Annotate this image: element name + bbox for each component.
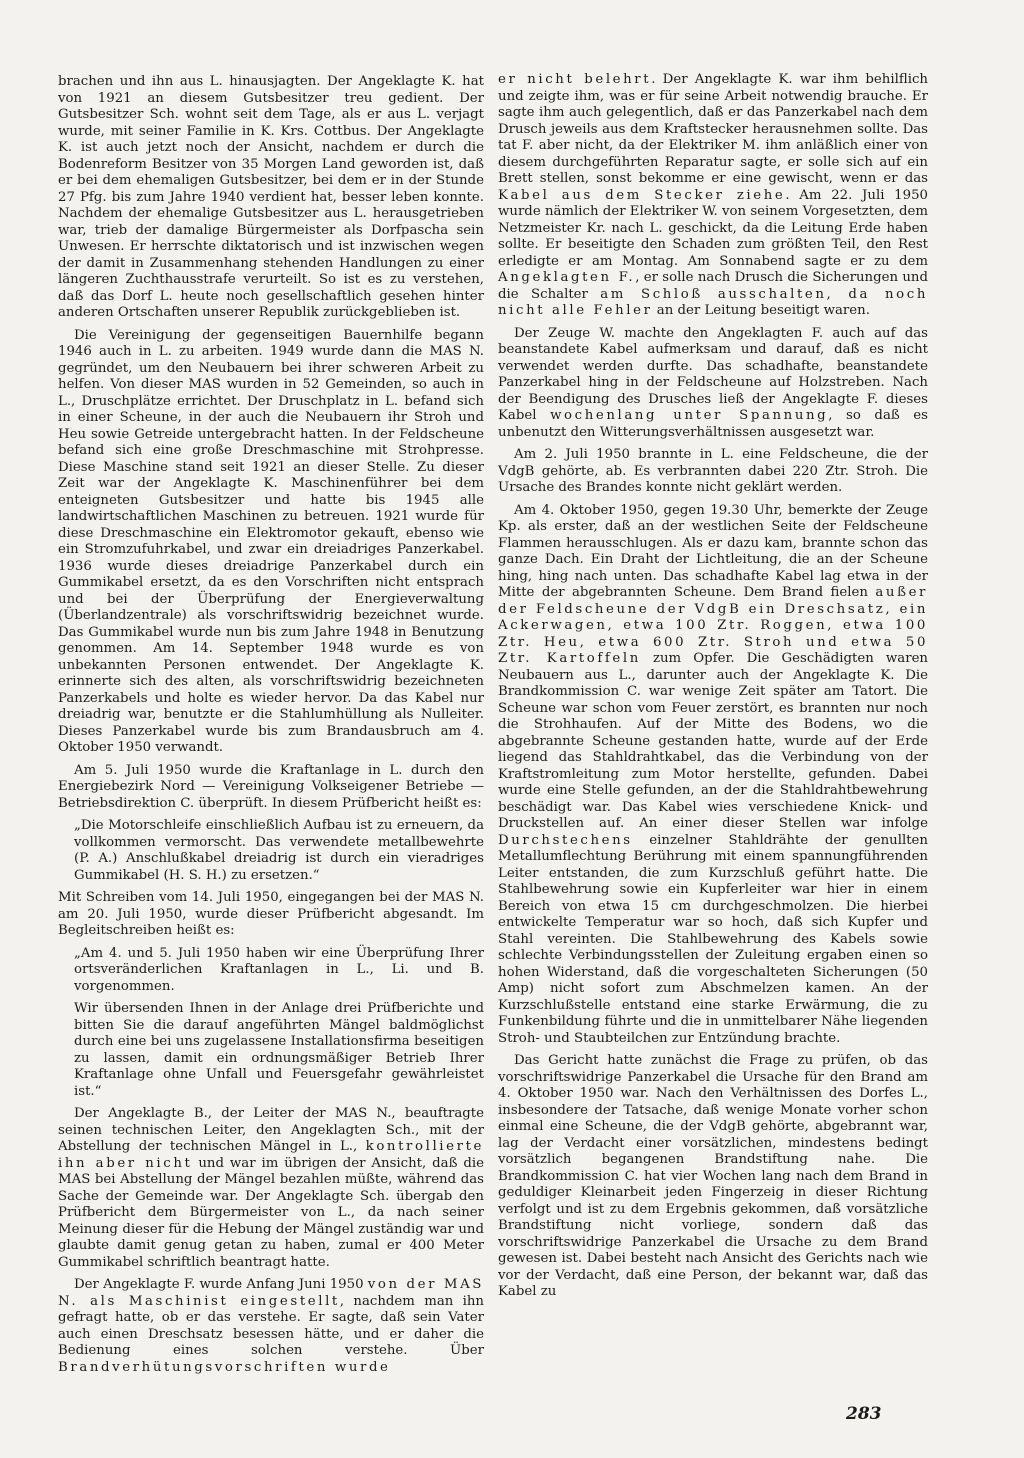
spaced-text: wochenlang unter Spannung	[550, 408, 829, 423]
spaced-text: Brandverhütungsvorschriften wurde	[58, 1359, 391, 1375]
text-run: . Der Angeklagte K. war ihm behilflich und zeigte ihm, was er für seine Arbeit notwendig brauche. Er sagte ihm auch gelegentlich, daß er das Panzerkabel nach dem Drusch jeweils aus dem Kraftstecker herausnehmen sollte. Das tat F. aber nicht, da der Elektriker M. ihm anläßlich einer von diesem durchgeführten Reparatur sagte, er solle sich auf ein Brett stellen, sonst bekomme er eine gewischt, wenn er das	[498, 72, 928, 186]
spaced-text: außer der Feldscheune der VdgB ein Dreschsatz, ein Ackerwagen, etwa 100 Ztr. Roggen, etwa 100 Ztr. Heu, etwa 600 Ztr. Stroh und etwa 50 Ztr. Kartoffeln	[498, 585, 928, 666]
paragraph: Die Vereinigung der gegenseitigen Bauernhilfe begann 1946 auch in L. zu arbeiten. 1949 wurde dann die MAS N. gegründet, um den Neubauern bei ihrer schweren Arbeit zu helfen. Von dieser MAS wurden in 52 Gemeinden, so auch in L., Druschplätze errichtet. Der Druschplatz in L. befand sich in einer Scheune, in der auch die Neubauern ihr Stroh und Heu sowie Getreide untergebracht hatten. In der Feldscheune befand sich eine große Dreschmaschine mit Strohpresse. Diese Maschine stand seit 1921 an dieser Stelle. Zu dieser Zeit war der Angeklagte K. Maschinenführer bei dem enteigneten Gutsbesitzer und hatte bis 1945 alle landwirtschaftlichen Maschinen zu betreuen. 1921 wurde für diese Dreschmaschine ein Elektromotor gekauft, ebenso wie ein Stromzufuhrkabel, und zwar ein dreiadriges Panzerkabel. 1936 wurde dieses dreiadrige Panzerkabel durch ein Gummikabel ersetzt, da es den Vorschriften nicht entsprach und bei der Überprüfung der Energieverwaltung (Überlandzentrale) als vorschriftswidrig bezeichnet wurde. Das Gummikabel wurde nun bis zum Jahre 1948 in Benutzung genommen. Am 14. September 1948 wurde es von unbekannten Personen entwendet. Der Angeklagte K. erinnerte sich des alten, als vorschriftswidrig bezeichneten Panzerkabels und holte es wieder hervor. Da das Kabel nur dreiadrig war, benutzte er die Stahlumhüllung als Nulleiter. Dieses Panzerkabel wurde bis zum Brandausbruch am 4. Oktober 1950 verwandt.	[58, 327, 484, 755]
text-run: Der Zeuge W. machte den Angeklagten F. auch auf das beanstandete Kabel aufmerksam und darauf, daß es nicht verwendet werden durfte. Das schadhafte, beanstandete Panzerkabel hing in der Feldscheune auf Holzstreben. Nach der Beendigung des Drusches ließ der Angeklagte F. dieses Kabel	[498, 325, 928, 423]
spaced-text: Kabel aus dem Stecker ziehe	[498, 187, 786, 203]
quote: „Am 4. und 5. Juli 1950 haben wir eine Überprüfung Ihrer ortsveränderlichen Kraftanlagen in L., Li. und B. vorgenommen.	[74, 945, 484, 994]
paragraph	[498, 503, 928, 1048]
spaced-text: Durchstechens	[498, 832, 633, 848]
text-run: zum Opfer. Die Geschädigten waren Neubauern aus L., darunter auch der Angeklagte K. Die Brandkommission C. war wenige Zeit später am Tatort. Die Scheune war schon vom Feuer zerstört, es brannten nur noch die Strohhaufen. Auf der Mitte des Bodens, wo die abgebrannte Scheune gestanden hatte, wurde auf der Erde liegend das Stahldrahtkabel, das die Verbindung von der Kraftstromleitung zum Motor herstellte, gefunden. Dabei wurde eine Stelle gefunden, an der die Stahldrahtbewehrung beschädigt war. Das Kabel wies verschiedene Knick- und Druckstellen auf. An einer dieser Stellen war infolge	[498, 651, 928, 831]
paragraph: Das Gericht hatte zunächst die Frage zu prüfen, ob das vorschriftswidrige Panzerkabel die Ursache für den Brand am 4. Oktober 1950 war. Nach den Verhältnissen des Dorfes L., insbesondere der Tatsache, daß wenige Monate vorher schon einmal eine Scheune, die der VdgB gehörte, abgebrannt war, lag der Verdacht einer vorsätzlichen, mindestens bedingt vorsätzlich begangenen Brandstiftung nahe. Die Brandkommission C. hat vier Wochen lang nach dem Brand in geduldiger Kleinarbeit jeden Fingerzeig in dieser Richtung verfolgt und ist zu dem Ergebnis gekommen, daß vorsätzliche Brandstiftung nicht vorliege, sondern daß das vorschriftswidrige Panzerkabel die Ursache zu dem Brand gewesen ist. Dabei besteht nach Ansicht des Gerichts nach wie vor der Verdacht, daß eine Person, der bekannt war, daß das Kabel zu	[498, 1053, 928, 1299]
spaced-text: er nicht belehrt	[498, 72, 652, 87]
spaced-text: am Schloß ausschalten, da noch nicht alle Fehler	[498, 286, 928, 318]
paragraph	[58, 1277, 484, 1376]
paragraph	[58, 1106, 484, 1271]
right-column	[498, 72, 928, 1307]
text-run: an der Leitung beseitigt waren.	[652, 303, 870, 318]
spaced-text: kontrollierte ihn aber nicht	[58, 1139, 484, 1171]
paragraph	[498, 326, 928, 442]
paragraph: Am 2. Juli 1950 brannte in L. eine Feldscheune, die der VdgB gehörte, ab. Es verbrannten dabei 220 Ztr. Stroh. Die Ursache des Brandes konnte nicht geklärt werden.	[498, 447, 928, 495]
text-run: , nachdem man ihn gefragt hatte, ob er das verstehe. Er sagte, daß sein Vater auch einen Dreschsatz besessen hätte, und er daher die Bedienung eines solchen verstehe. Über	[58, 1293, 484, 1358]
paragraph: Am 5. Juli 1950 wurde die Kraftanlage in L. durch den Energiebezirk Nord — Vereinigung Volkseigener Betriebe — Betriebsdirektion C. überprüft. In diesem Prüfbericht heißt es:	[58, 762, 484, 811]
left-column	[58, 74, 484, 1382]
text-run: einzelner Stahldrähte der genullten Metallumflechtung Berührung mit einem spannungführenden Leiter entstanden, die zum Kurzschluß geführt hatte. Die Stahlbewehrung sowie ein Kupferleiter war hier in einem Bereich von etwa 15 cm durchgeschmolzen. Die hierbei entwickelte Temperatur war so hoch, daß sich Kupfer und Stahl vereinten. Die Stahlbewehrung des Kabels sowie schlechte Verbindungsstellen der Zuleitung ergaben einen so hohen Widerstand, daß die vorgeschalteten Sicherungen (50 Amp) nicht sofort zum Abschmelzen kamen. An der Kurzschlußstelle entstand eine starke Erwärmung, die zu Funkenbildung führte und die in unmittelbarer Nähe liegenden Stroh- und Staubteilchen zur Entzündung brachte.	[498, 832, 928, 1046]
text-run: , so daß es unbenutzt den Witterungsverhältnissen ausgesetzt war.	[498, 408, 928, 440]
spaced-text: von der MAS N. als Maschinist eingestellt	[58, 1277, 485, 1309]
paragraph: brachen und ihn aus L. hinausjagten. Der Angeklagte K. hat von 1921 an diesem Gutsbesitzer treu gedient. Der Gutsbesitzer Sch. wohnt seit dem Tage, als er aus L. verjagt wurde, mit seiner Familie in K. Krs. Cottbus. Der Angeklagte K. ist auch jetzt noch der Ansicht, nachdem er durch die Bodenreform Besitzer von 35 Morgen Land geworden ist, daß er bei dem ehemaligen Gutsbesitzer, bei dem er in der Stunde 27 Pfg. bis zum Jahre 1940 verdient hat, besser leben konnte. Nachdem der ehemalige Gutsbesitzer aus L. herausgetrieben war, trieb der damalige Bürgermeister als Dorfpascha sein Unwesen. Er herrschte diktatorisch und ist inzwischen wegen der damit in Zusammenhang stehenden Handlungen zu einer längeren Zuchthausstrafe verurteilt. So ist es zu verstehen, daß das Dorf L. heute noch gesellschaftlich gesehen hinter anderen Ortschaften unserer Republik zurückgeblieben ist.	[58, 74, 484, 320]
spaced-text: Angeklagten F.	[498, 270, 636, 285]
page-number: 283	[846, 1404, 882, 1424]
text-run: Am 4. Oktober 1950, gegen 19.30 Uhr, bemerkte der Zeuge Kp. als erster, daß an der westlichen Seite der Feldscheune Flammen herausschlugen. Als er dazu kam, brannte schon das ganze Dach. Ein Draht der Lichtleitung, die an der Scheune hing, hing nach unten. Das schadhafte Kabel lag etwa in der Mitte der abgebrannten Scheune. Dem Brand fielen	[498, 502, 928, 600]
paragraph: Mit Schreiben vom 14. Juli 1950, eingegangen bei der MAS N. am 20. Juli 1950, wurde dieser Prüfbericht abgesandt. Im Begleitschreiben heißt es:	[58, 890, 484, 938]
quote: „Die Motorschleife einschließlich Aufbau ist zu erneuern, da vollkommen vermorscht. Das verwendete metallbewehrte (P. A.) Anschlußkabel dreiadrig ist durch ein vieradriges Gummikabel (H. S. H.) zu ersetzen.“	[74, 818, 484, 883]
text-run: Der Angeklagte F. wurde Anfang Juni 1950	[74, 1277, 368, 1292]
text-run: . Am 22. Juli 1950 wurde nämlich der Elektriker W. von seinem Vorgesetzten, dem Netzmeister Kr. nach L. geschickt, da die Leitung Erde haben sollte. Er beseitigte den Schaden zum größten Teil, den Rest erledigte er am Montag. Am Sonnabend sagte er zu dem	[498, 187, 928, 269]
quote: Wir übersenden Ihnen in der Anlage drei Prüfberichte und bitten Sie die darauf angeführten Mängel baldmöglichst durch eine bei uns zugelassene Installationsfirma beseitigen zu lassen, damit ein ordnungsmäßiger Betrieb Ihrer Kraftanlage ohne Unfall und Feuersgefahr gewährleistet ist.“	[74, 1001, 484, 1099]
paragraph	[498, 72, 928, 320]
text-run: , er solle nach Drusch die Sicherungen und die Schalter	[498, 270, 928, 302]
text-run: Der Angeklagte B., der Leiter der MAS N., beauftragte seinen technischen Leiter, den Angeklagten Sch., mit der Abstellung der technischen Mängel in L.,	[58, 1106, 484, 1154]
text-run: und war im übrigen der Ansicht, daß die MAS bei Abstellung der Mängel bezahlen müßte, während das Sache der Gemeinde war. Der Angeklagte Sch. übergab den Prüfbericht dem Bürgermeister von L., da nach seiner Meinung dieser für die Hebung der Mängel zuständig war und glaubte damit genug getan zu haben, zumal er 400 Meter Gummikabel schriftlich beantragt hatte.	[58, 1155, 484, 1270]
